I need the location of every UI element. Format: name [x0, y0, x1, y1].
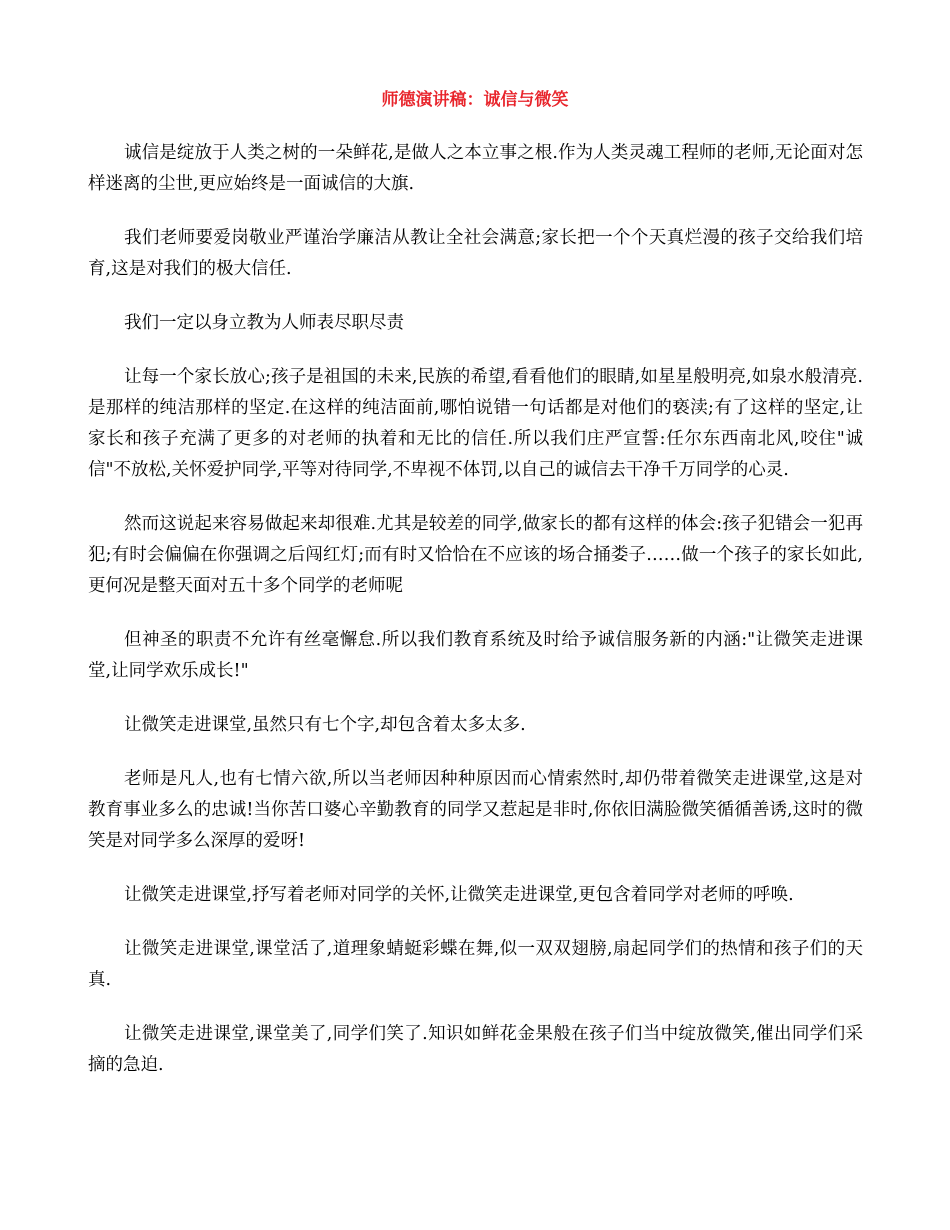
paragraph-2: 我们老师要爱岗敬业严谨治学廉洁从教让全社会满意;家长把一个个天真烂漫的孩子交给我们培育,这是对我们的极大信任.: [88, 228, 863, 279]
paragraph-1: 诚信是绽放于人类之树的一朵鲜花,是做人之本立事之根.作为人类灵魂工程师的老师,无论面对怎样迷离的尘世,更应始终是一面诚信的大旗.: [88, 143, 863, 194]
paragraph-9: 让微笑走进课堂,抒写着老师对同学的关怀,让微笑走进课堂,更包含着同学对老师的呼唤.: [124, 885, 794, 905]
paragraph-5: 然而这说起来容易做起来却很难.尤其是较差的同学,做家长的都有这样的体会:孩子犯错会一犯再犯;有时会偏偏在你强调之后闯红灯;而有时又恰恰在不应该的场合捅娄子……做一个孩子的家长如此,更何况是整天面对五十多个同学的老师呢: [88, 514, 863, 596]
document-body: [88, 138, 863, 1104]
paragraph-6: 但神圣的职责不允许有丝毫懈怠.所以我们教育系统及时给予诚信服务新的内涵:"让微笑走进课堂,让同学欢乐成长!": [88, 630, 863, 681]
paragraph-7: 让微笑走进课堂,虽然只有七个字,却包含着太多太多.: [124, 715, 526, 735]
paragraph-10: 让微笑走进课堂,课堂活了,道理象蜻蜓彩蝶在舞,似一双双翅膀,扇起同学们的热情和孩子们的天真.: [88, 939, 863, 990]
paragraph-4: 让每一个家长放心;孩子是祖国的未来,民族的希望,看看他们的眼睛,如星星般明亮,如泉水般清亮.是那样的纯洁那样的坚定.在这样的纯洁面前,哪怕说错一句话都是对他们的亵渎;有了这样的坚定,让家长和孩子充满了更多的对老师的执着和无比的信任.所以我们庄严宣誓:任尔东西南北风,咬住"诚信"不放松,关怀爱护同学,平等对待同学,不卑视不体罚,以自己的诚信去干净千万同学的心灵.: [88, 367, 863, 480]
paragraph-11: 让微笑走进课堂,课堂美了,同学们笑了.知识如鲜花金果般在孩子们当中绽放微笑,催出同学们采摘的急迫.: [88, 1024, 863, 1075]
paragraph-8: 老师是凡人,也有七情六欲,所以当老师因种种原因而心情索然时,却仍带着微笑走进课堂,这是对教育事业多么的忠诚!当你苦口婆心辛勤教育的同学又惹起是非时,你依旧满脸微笑循循善诱,这时的微笑是对同学多么深厚的爱呀!: [88, 769, 863, 851]
paragraph-3: 我们一定以身立教为人师表尽职尽责: [124, 313, 404, 333]
document-title: 师德演讲稿：诚信与微笑: [381, 90, 569, 110]
